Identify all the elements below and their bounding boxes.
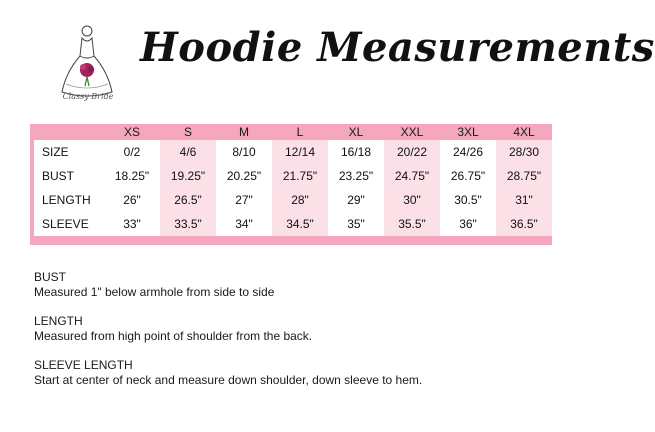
size-table bbox=[34, 140, 552, 236]
table-cell: 27" bbox=[216, 188, 272, 212]
table-cell: 16/18 bbox=[328, 140, 384, 164]
size-chart bbox=[30, 124, 552, 245]
size-header: 4XL bbox=[513, 125, 535, 139]
table-row bbox=[34, 188, 552, 212]
table-cell: 12/14 bbox=[272, 140, 328, 164]
table-cell: 31" bbox=[496, 188, 552, 212]
size-header: M bbox=[239, 125, 249, 139]
size-header: XXL bbox=[400, 125, 424, 139]
table-cell: 28/30 bbox=[496, 140, 552, 164]
note-text: Measured from high point of shoulder from the back. bbox=[34, 329, 313, 343]
note-bust bbox=[34, 270, 554, 300]
table-cell: 4/6 bbox=[160, 140, 216, 164]
table-cell: 34.5" bbox=[272, 212, 328, 236]
size-header: XL bbox=[348, 125, 364, 139]
table-row bbox=[34, 164, 552, 188]
note-heading: BUST bbox=[34, 270, 67, 284]
table-cell: 28" bbox=[272, 188, 328, 212]
table-cell: 35.5" bbox=[384, 212, 440, 236]
table-cell: 20/22 bbox=[384, 140, 440, 164]
table-cell: 34" bbox=[216, 212, 272, 236]
size-header: 3XL bbox=[457, 125, 479, 139]
table-cell: 21.75" bbox=[272, 164, 328, 188]
note-heading: LENGTH bbox=[34, 314, 83, 328]
table-row bbox=[34, 140, 552, 164]
brand-name: Classy Bride bbox=[62, 92, 114, 101]
table-cell: 26.75" bbox=[440, 164, 496, 188]
table-cell: 24/26 bbox=[440, 140, 496, 164]
table-cell: 24.75" bbox=[384, 164, 440, 188]
table-cell: 28.75" bbox=[496, 164, 552, 188]
note-text: Start at center of neck and measure down shoulder, down sleeve to hem. bbox=[34, 373, 423, 387]
table-cell: 30" bbox=[384, 188, 440, 212]
table-cell: 26" bbox=[104, 188, 160, 212]
note-text: Measured 1" below armhole from side to side bbox=[34, 285, 275, 299]
table-cell: 20.25" bbox=[216, 164, 272, 188]
table-cell: 35" bbox=[328, 212, 384, 236]
size-header: L bbox=[296, 125, 304, 139]
row-label: LENGTH bbox=[34, 188, 104, 212]
table-row bbox=[34, 212, 552, 236]
table-cell: 0/2 bbox=[104, 140, 160, 164]
table-cell: 23.25" bbox=[328, 164, 384, 188]
table-cell: 26.5" bbox=[160, 188, 216, 212]
size-header: XS bbox=[123, 125, 140, 139]
note-length bbox=[34, 314, 554, 344]
note-sleeve-length bbox=[34, 358, 554, 388]
row-label: SIZE bbox=[34, 140, 104, 164]
table-cell: 19.25" bbox=[160, 164, 216, 188]
row-label: BUST bbox=[34, 164, 104, 188]
table-cell: 33" bbox=[104, 212, 160, 236]
row-label: SLEEVE bbox=[34, 212, 104, 236]
measurement-notes bbox=[34, 270, 554, 402]
page-title: Hoodie Measurements bbox=[140, 24, 655, 71]
table-cell: 8/10 bbox=[216, 140, 272, 164]
size-header: S bbox=[183, 125, 192, 139]
table-cell: 36" bbox=[440, 212, 496, 236]
table-cell: 30.5" bbox=[440, 188, 496, 212]
table-cell: 29" bbox=[328, 188, 384, 212]
table-cell: 36.5" bbox=[496, 212, 552, 236]
table-cell: 18.25" bbox=[104, 164, 160, 188]
note-heading: SLEEVE LENGTH bbox=[34, 358, 133, 372]
table-cell: 33.5" bbox=[160, 212, 216, 236]
